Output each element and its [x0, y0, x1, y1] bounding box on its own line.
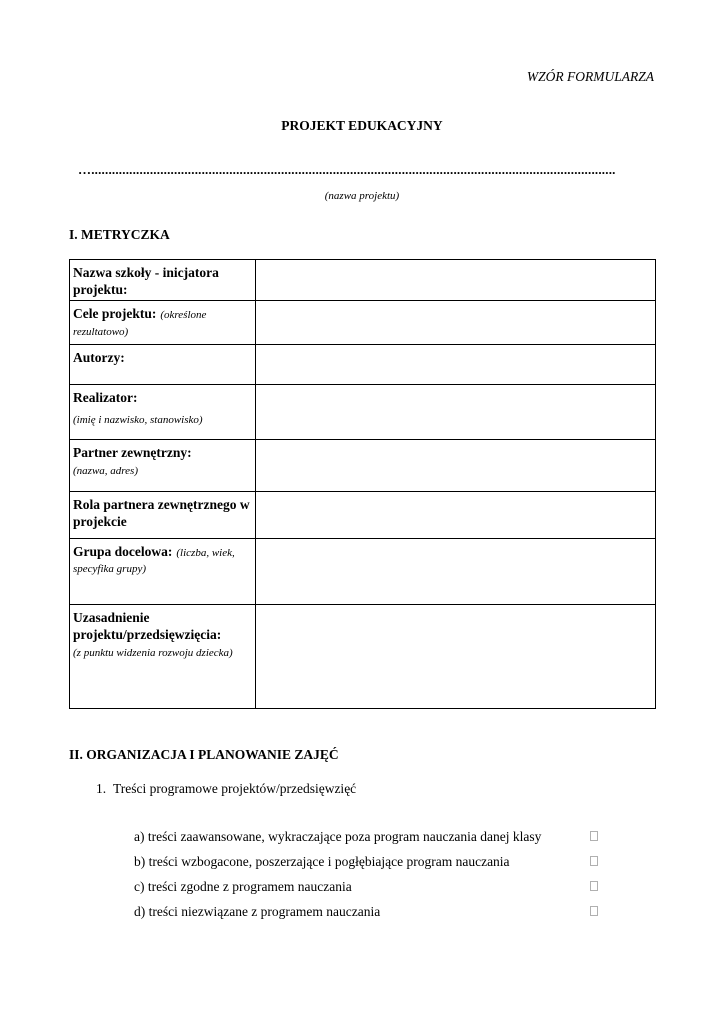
- option-checkbox[interactable]: [590, 831, 598, 841]
- row-label: Cele projektu:: [73, 306, 157, 321]
- project-name-line[interactable]: …........................................................................................................................................................: [78, 162, 616, 177]
- option-checkbox[interactable]: [590, 856, 598, 866]
- row-value-cell[interactable]: [256, 260, 656, 301]
- row-value-cell[interactable]: [256, 492, 656, 539]
- option-checkbox[interactable]: [590, 906, 598, 916]
- option-checkbox[interactable]: [590, 881, 598, 891]
- table-row: [70, 385, 656, 440]
- table-row: [70, 539, 656, 605]
- row-hint: (imię i nazwisko, stanowisko): [73, 414, 203, 426]
- row-hint: (z punktu widzenia rozwoju dziecka): [73, 647, 233, 659]
- option-label: d) treści niezwiązane z programem nauczania: [134, 904, 381, 919]
- form-template-label: WZÓR FORMULARZA: [526, 69, 654, 84]
- table-row: [70, 345, 656, 385]
- table-row: [70, 260, 656, 301]
- row-label: Autorzy:: [73, 350, 125, 365]
- option-row: [134, 878, 604, 903]
- option-row: [134, 853, 604, 878]
- option-row: [134, 903, 604, 928]
- row-value-cell[interactable]: [256, 385, 656, 440]
- project-name-caption: (nazwa projektu): [324, 190, 400, 202]
- section-heading-organizacja: II. ORGANIZACJA I PLANOWANIE ZAJĘĆ: [69, 747, 339, 762]
- row-value-cell[interactable]: [256, 345, 656, 385]
- option-row: [134, 828, 604, 853]
- row-label-cell: [70, 301, 256, 345]
- section-heading-metryczka: I. METRYCZKA: [69, 227, 170, 242]
- row-hint: (określone rezultatowo): [73, 309, 207, 338]
- row-label-cell: [70, 260, 256, 301]
- row-label-cell: [70, 605, 256, 709]
- table-row: [70, 605, 656, 709]
- row-hint: (liczba, wiek, specyfika grupy): [73, 547, 235, 575]
- row-label: Grupa docelowa:: [73, 544, 173, 559]
- row-label-cell: [70, 492, 256, 539]
- row-label: Rola partnera zewnętrznego w projekcie: [73, 497, 250, 529]
- row-label: Realizator:: [73, 390, 138, 405]
- row-label: Partner zewnętrzny:: [73, 445, 192, 460]
- row-label-cell: [70, 345, 256, 385]
- document-title: PROJEKT EDUKACYJNY: [281, 118, 443, 133]
- option-label: c) treści zgodne z programem nauczania: [134, 879, 352, 894]
- table-row: [70, 492, 656, 539]
- row-label: Uzasadnienie projektu/przedsięwzięcia:: [73, 610, 222, 642]
- option-label: a) treści zaawansowane, wykraczające poza program nauczania danej klasy: [134, 829, 542, 844]
- item-number: 1.: [96, 781, 107, 796]
- table-row: [70, 440, 656, 492]
- metryczka-table: [69, 259, 656, 709]
- table-row: [70, 301, 656, 345]
- content-options-list: [134, 828, 604, 928]
- item-text: Treści programowe projektów/przedsięwzięć: [113, 781, 357, 796]
- row-label: Nazwa szkoły - inicjatora projektu:: [73, 265, 219, 297]
- row-value-cell[interactable]: [256, 539, 656, 605]
- row-label-cell: [70, 385, 256, 440]
- option-label: b) treści wzbogacone, poszerzające i pogłębiające program nauczania: [134, 854, 510, 869]
- row-value-cell[interactable]: [256, 440, 656, 492]
- numbered-item: [96, 781, 356, 797]
- row-label-cell: [70, 539, 256, 605]
- row-value-cell[interactable]: [256, 301, 656, 345]
- row-value-cell[interactable]: [256, 605, 656, 709]
- row-label-cell: [70, 440, 256, 492]
- row-hint: (nazwa, adres): [73, 465, 138, 477]
